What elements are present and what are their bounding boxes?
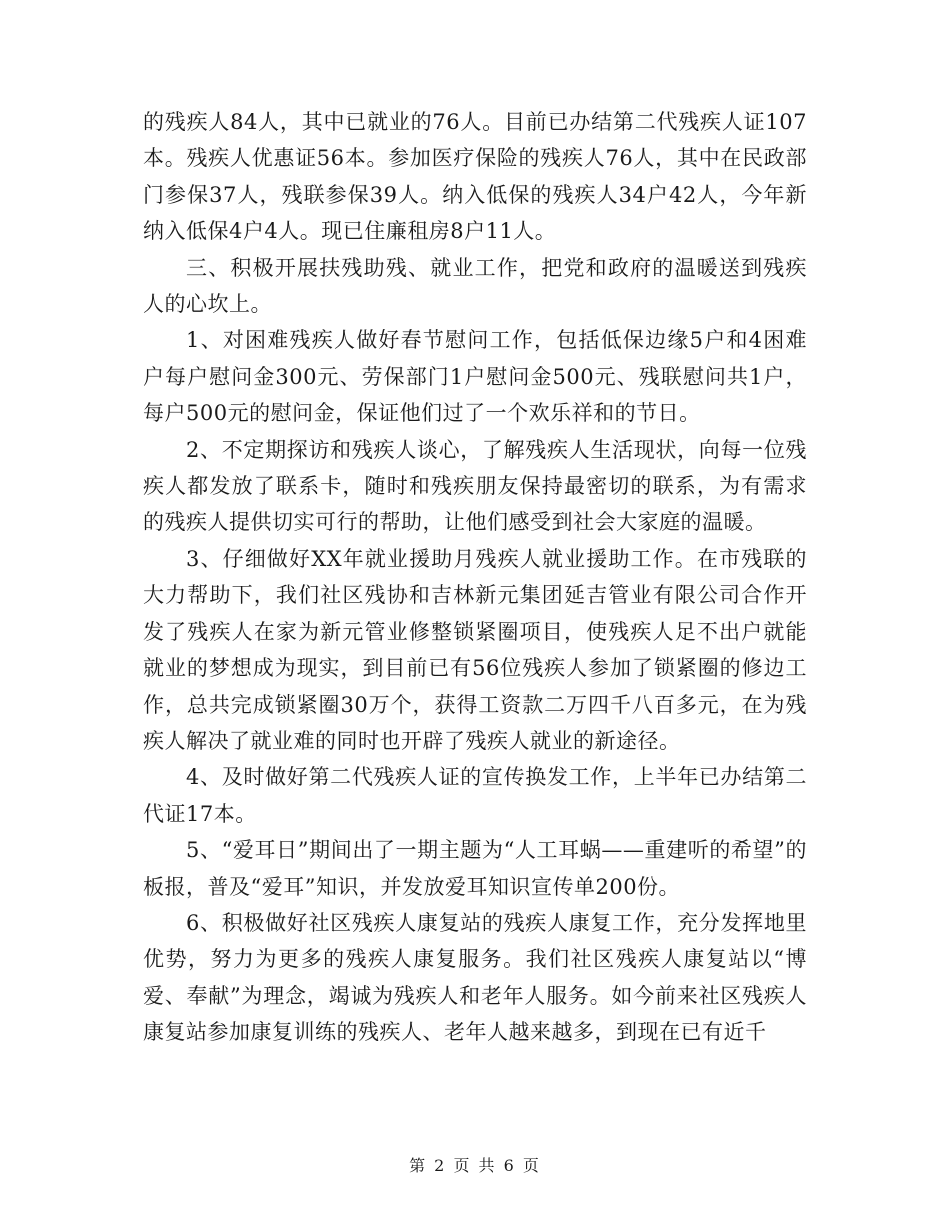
paragraph: 5、“爱耳日”期间出了一期主题为“人工耳蜗——重建听的希望”的板报，普及“爱耳”知识，并发放爱耳知识宣传单200份。 [143,838,807,899]
section-heading: 三、积极开展扶残助残、就业工作，把党和政府的温暖送到残疾人的心坎上。 [143,255,807,317]
paragraph: 的残疾人84人，其中已就业的76人。目前已办结第二代残疾人证107本。残疾人优惠证56本。参加医疗保险的残疾人76人，其中在民政部门参保37人，残联参保39人。纳入低保的残疾人34户42人，今年新纳入低保4户4人。现已住廉租房8户11人。 [143,110,807,244]
document-body [143,104,807,1051]
paragraph: 2、不定期探访和残疾人谈心，了解残疾人生活现状，向每一位残疾人都发放了联系卡，随时和残疾朋友保持最密切的联系，为有需求的残疾人提供切实可行的帮助，让他们感受到社会大家庭的温暖。 [143,437,807,535]
paragraph: 6、积极做好社区残疾人康复站的残疾人康复工作，充分发挥地里优势，努力为更多的残疾人康复服务。我们社区残疾人康复站以“博爱、奉献”为理念，竭诚为残疾人和老年人服务。如今前来社区残疾人康复站参加康复训练的残疾人、老年人越来越多，到现在已有近千 [143,910,807,1045]
paragraph: 1、对困难残疾人做好春节慰问工作，包括低保边缘5户和4困难户每户慰问金300元、劳保部门1户慰问金500元、残联慰问共1户，每户500元的慰问金，保证他们过了一个欢乐祥和的节日。 [143,328,807,426]
page-number-footer: 第 2 页 共 6 页 [409,1156,541,1175]
paragraph: 4、及时做好第二代残疾人证的宣传换发工作，上半年已办结第二代证17本。 [143,765,807,826]
paragraph: 3、仔细做好XX年就业援助月残疾人就业援助工作。在市残联的大力帮助下，我们社区残协和吉林新元集团延吉管业有限公司合作开发了残疾人在家为新元管业修整锁紧圈项目，使残疾人足不出户就能就业的梦想成为现实，到目前已有56位残疾人参加了锁紧圈的修边工作，总共完成锁紧圈30万个，获得工资款二万四千八百多元，在为残疾人解决了就业难的同时也开辟了残疾人就业的新途径。 [143,546,807,753]
